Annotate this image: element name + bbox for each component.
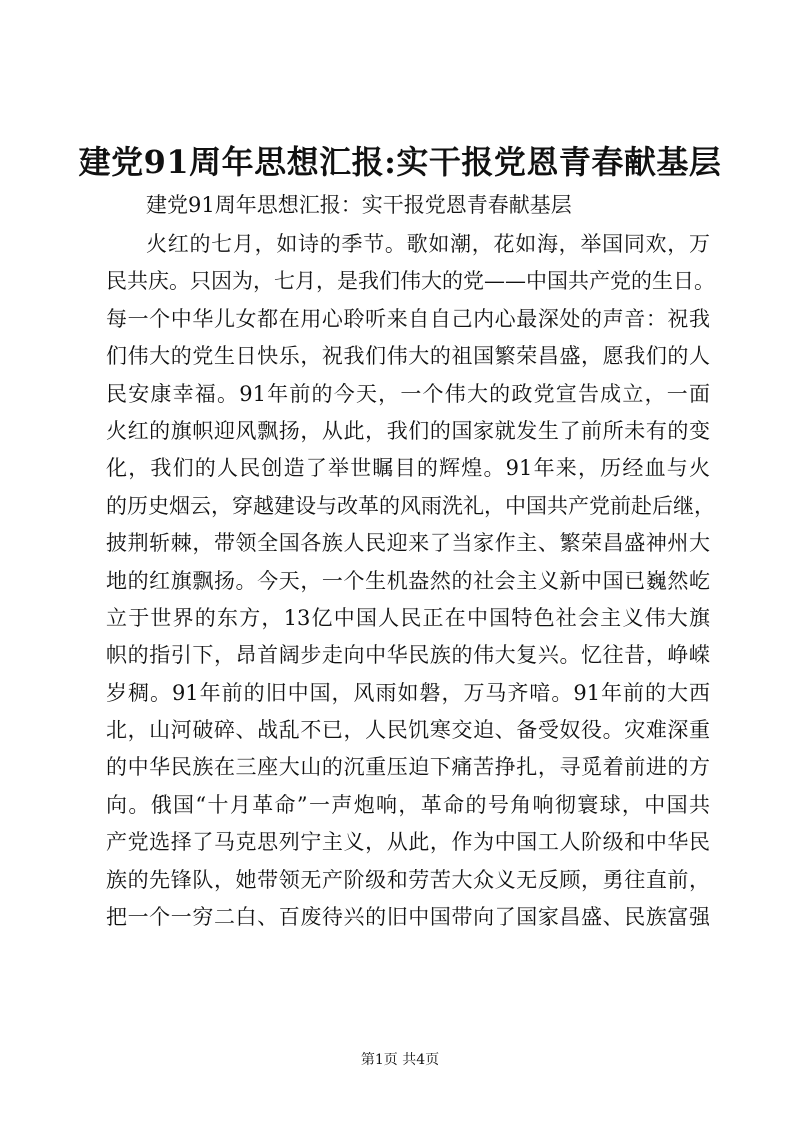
text-line: 披荆斩棘，带领全国各族人民迎来了当家作主、繁荣昌盛神州大 <box>106 531 710 556</box>
text-line: 民安康幸福。91年前的今天，一个伟大的政党宣告成立，一面 <box>106 381 710 406</box>
text-line: 每一个中华儿女都在用心聆听来自自己内心最深处的声音：祝我 <box>106 306 710 331</box>
text-line: 化，我们的人民创造了举世瞩目的辉煌。91年来，历经血与火 <box>106 456 710 481</box>
text-line: 地的红旗飘扬。今天，一个生机盎然的社会主义新中国已巍然屹 <box>106 568 710 593</box>
text-line: 帜的指引下，昂首阔步走向中华民族的伟大复兴。忆往昔，峥嵘 <box>106 643 710 668</box>
text-line: 立于世界的东方，13亿中国人民正在中国特色社会主义伟大旗 <box>106 605 710 630</box>
page-number: 第1页 共4页 <box>360 1052 440 1068</box>
text-line: 产党选择了马克思列宁主义，从此，作为中国工人阶级和中华民 <box>106 830 710 855</box>
body-paragraph <box>106 226 715 936</box>
text-line: 火红的旗帜迎风飘扬，从此，我们的国家就发生了前所未有的变 <box>106 418 710 443</box>
text-line: 岁稠。91年前的旧中国，风雨如磐，万马齐喑。91年前的大西 <box>106 680 710 705</box>
text-line: 的历史烟云，穿越建设与改革的风雨洗礼，中国共产党前赴后继， <box>106 493 715 518</box>
document-subtitle: 建党91周年思想汇报：实干报党恩青春献基层 <box>146 193 572 217</box>
text-line: 把一个一穷二白、百废待兴的旧中国带向了国家昌盛、民族富强 <box>106 905 710 930</box>
text-line: 北，山河破碎、战乱不已，人民饥寒交迫、备受奴役。灾难深重 <box>106 718 710 743</box>
document-title: 建党91周年思想汇报:实干报党恩青春献基层 <box>78 143 722 181</box>
text-line: 族的先锋队，她带领无产阶级和劳苦大众义无反顾，勇往直前， <box>106 867 710 892</box>
text-line: 的中华民族在三座大山的沉重压迫下痛苦挣扎，寻觅着前进的方 <box>106 755 710 780</box>
text-line: 们伟大的党生日快乐，祝我们伟大的祖国繁荣昌盛，愿我们的人 <box>106 344 710 369</box>
text-line: 火红的七月，如诗的季节。歌如潮，花如海，举国同欢，万 <box>146 232 710 256</box>
text-line: 民共庆。只因为，七月，是我们伟大的党——中国共产党的生日。 <box>106 269 715 294</box>
text-line: 向。俄国“十月革命”一声炮响，革命的号角响彻寰球，中国共 <box>106 792 710 817</box>
